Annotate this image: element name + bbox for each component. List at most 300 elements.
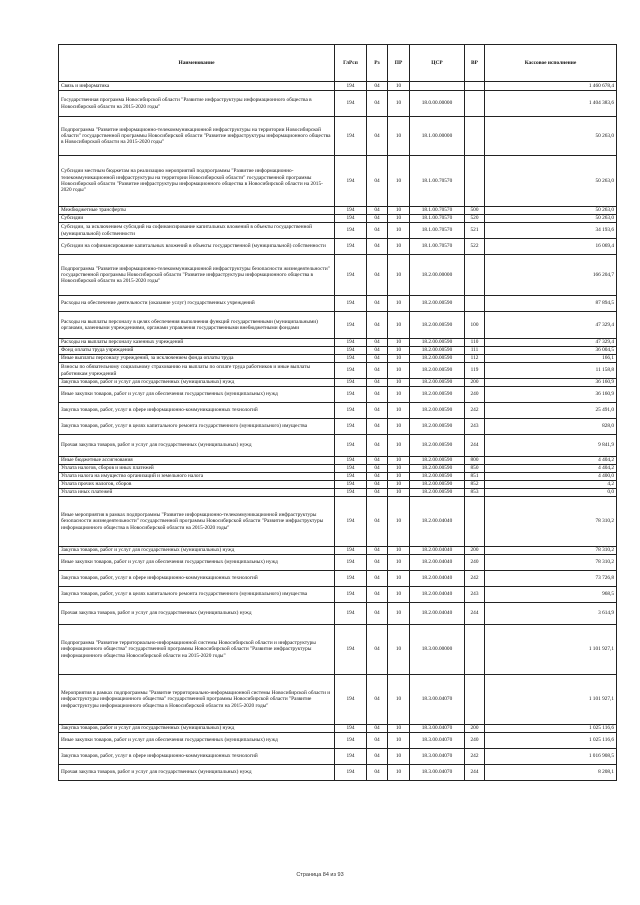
table-row <box>59 379 617 387</box>
cell-vr: 242 <box>465 403 485 419</box>
cell-pr: 10 <box>388 481 410 489</box>
cell-name: Прочая закупка товаров, работ и услуг для государственных (муниципальных) нужд <box>59 435 335 457</box>
cell-sum: 50 263,0 <box>485 156 617 207</box>
cell-vr <box>465 675 485 725</box>
table-row <box>59 419 617 435</box>
cell-vr: 851 <box>465 473 485 481</box>
cell-name: Уплата налогов, сборов и иных платежей <box>59 465 335 473</box>
cell-sum: 9 841,9 <box>485 435 617 457</box>
cell-csr: 18.2.00.04040 <box>410 603 465 625</box>
cell-pr: 10 <box>388 489 410 497</box>
cell-csr: 18.2.00.04040 <box>410 571 465 587</box>
cell-vr <box>465 82 485 91</box>
cell-pr: 10 <box>388 223 410 239</box>
cell-csr: 18.1.00.70570 <box>410 207 465 215</box>
cell-rz: 04 <box>367 571 388 587</box>
cell-grp: 194 <box>335 749 367 765</box>
cell-grp: 194 <box>335 82 367 91</box>
cell-vr: 119 <box>465 363 485 379</box>
table-body <box>59 82 617 781</box>
cell-name: Расходы на выплаты персоналу казенных учреждений <box>59 339 335 347</box>
header-sum: Кассовое исполнение <box>485 45 617 82</box>
cell-sum: 73 726,8 <box>485 571 617 587</box>
cell-rz: 04 <box>367 347 388 355</box>
table-row <box>59 91 617 117</box>
cell-rz: 04 <box>367 435 388 457</box>
cell-rz: 04 <box>367 765 388 781</box>
cell-rz: 04 <box>367 117 388 156</box>
cell-csr: 18.2.00.00590 <box>410 489 465 497</box>
cell-rz: 04 <box>367 587 388 603</box>
cell-grp: 194 <box>335 117 367 156</box>
cell-pr: 10 <box>388 457 410 465</box>
cell-rz: 04 <box>367 82 388 91</box>
cell-sum: 3 614,9 <box>485 603 617 625</box>
cell-rz: 04 <box>367 547 388 555</box>
cell-csr: 18.2.00.00590 <box>410 355 465 363</box>
cell-rz: 04 <box>367 675 388 725</box>
cell-csr: 18.2.00.00590 <box>410 435 465 457</box>
cell-vr <box>465 625 485 675</box>
cell-pr: 10 <box>388 312 410 339</box>
cell-pr: 10 <box>388 419 410 435</box>
cell-vr <box>465 117 485 156</box>
cell-csr: 18.1.00.00000 <box>410 117 465 156</box>
cell-name: Субсидии <box>59 215 335 223</box>
cell-csr: 18.2.00.00000 <box>410 255 465 296</box>
cell-csr: 18.2.00.00590 <box>410 481 465 489</box>
cell-pr: 10 <box>388 733 410 749</box>
cell-rz: 04 <box>367 223 388 239</box>
cell-pr: 10 <box>388 675 410 725</box>
cell-grp: 194 <box>335 571 367 587</box>
cell-sum: 50 263,0 <box>485 215 617 223</box>
cell-name: Субсидии на софинансирование капитальных вложений в объекты государственной (муниципальной) собственности <box>59 239 335 255</box>
table-row <box>59 312 617 339</box>
cell-vr: 243 <box>465 587 485 603</box>
cell-pr: 10 <box>388 215 410 223</box>
cell-sum: 8 208,1 <box>485 765 617 781</box>
table-row <box>59 571 617 587</box>
cell-grp: 194 <box>335 355 367 363</box>
cell-sum: 34 193,6 <box>485 223 617 239</box>
cell-name: Прочая закупка товаров, работ и услуг для государственных (муниципальных) нужд <box>59 765 335 781</box>
cell-rz: 04 <box>367 339 388 347</box>
cell-vr: 244 <box>465 765 485 781</box>
cell-grp: 194 <box>335 733 367 749</box>
cell-vr: 244 <box>465 603 485 625</box>
cell-csr: 18.3.00.04070 <box>410 749 465 765</box>
cell-pr: 10 <box>388 547 410 555</box>
cell-csr: 18.3.00.00000 <box>410 625 465 675</box>
cell-grp: 194 <box>335 555 367 571</box>
cell-name: Взносы по обязательному социальному страхованию на выплаты по оплате труда работников и иные выплаты работникам учреждений <box>59 363 335 379</box>
cell-name: Иные выплаты персоналу учреждений, за исключением фонда оплаты труда <box>59 355 335 363</box>
cell-sum: 50 263,0 <box>485 117 617 156</box>
cell-csr: 18.2.00.00590 <box>410 403 465 419</box>
cell-grp: 194 <box>335 473 367 481</box>
cell-grp: 194 <box>335 207 367 215</box>
cell-vr: 521 <box>465 223 485 239</box>
cell-pr: 10 <box>388 82 410 91</box>
cell-vr: 240 <box>465 733 485 749</box>
cell-name: Расходы на обеспечение деятельности (оказание услуг) государственных учреждений <box>59 296 335 312</box>
cell-sum: 828,0 <box>485 419 617 435</box>
cell-csr: 18.3.00.04070 <box>410 675 465 725</box>
table-row <box>59 347 617 355</box>
table-row <box>59 223 617 239</box>
cell-grp: 194 <box>335 387 367 403</box>
cell-name: Закупка товаров, работ, услуг в сфере информационно-коммуникационных технологий <box>59 749 335 765</box>
header-name: Наименование <box>59 45 335 82</box>
cell-rz: 04 <box>367 497 388 547</box>
table-row <box>59 465 617 473</box>
cell-grp: 194 <box>335 91 367 117</box>
cell-vr <box>465 497 485 547</box>
cell-grp: 194 <box>335 435 367 457</box>
cell-csr: 18.2.00.00590 <box>410 347 465 355</box>
cell-vr: 100 <box>465 312 485 339</box>
cell-grp: 194 <box>335 765 367 781</box>
cell-name: Мероприятия в рамках подпрограммы "Развитие территориально-информационной системы Новосибирской области и инфраструктуры информационного общества" государственной программы Новосибирской области "Развитие инфраструктуры информационного общества в Новосибирской области на 2015-2020 годы" <box>59 675 335 725</box>
cell-csr: 18.2.00.00590 <box>410 457 465 465</box>
cell-grp: 194 <box>335 489 367 497</box>
cell-rz: 04 <box>367 419 388 435</box>
cell-vr <box>465 156 485 207</box>
table-row <box>59 355 617 363</box>
cell-grp: 194 <box>335 547 367 555</box>
cell-grp: 194 <box>335 497 367 547</box>
cell-grp: 194 <box>335 339 367 347</box>
cell-csr: 18.1.00.70570 <box>410 215 465 223</box>
cell-csr: 18.1.00.70570 <box>410 223 465 239</box>
cell-csr: 18.2.00.00590 <box>410 465 465 473</box>
cell-grp: 194 <box>335 419 367 435</box>
table-row <box>59 555 617 571</box>
table-row <box>59 207 617 215</box>
cell-pr: 10 <box>388 207 410 215</box>
cell-name: Закупка товаров, работ, услуг в сфере информационно-коммуникационных технологий <box>59 403 335 419</box>
header-rz: Рз <box>367 45 388 82</box>
cell-vr: 852 <box>465 481 485 489</box>
table-row <box>59 603 617 625</box>
cell-csr: 18.2.00.04040 <box>410 555 465 571</box>
cell-pr: 10 <box>388 603 410 625</box>
cell-pr: 10 <box>388 473 410 481</box>
header-pr: ПР <box>388 45 410 82</box>
cell-sum: 166,1 <box>485 355 617 363</box>
table-row <box>59 765 617 781</box>
cell-pr: 10 <box>388 465 410 473</box>
cell-grp: 194 <box>335 603 367 625</box>
cell-csr: 18.0.00.00000 <box>410 91 465 117</box>
cell-grp: 194 <box>335 379 367 387</box>
cell-csr: 18.3.00.04070 <box>410 725 465 733</box>
cell-vr: 200 <box>465 725 485 733</box>
cell-rz: 04 <box>367 215 388 223</box>
table-row <box>59 403 617 419</box>
table-row <box>59 363 617 379</box>
cell-vr: 200 <box>465 547 485 555</box>
table-row <box>59 473 617 481</box>
cell-grp: 194 <box>335 481 367 489</box>
cell-name: Закупка товаров, работ и услуг для государственных (муниципальных) нужд <box>59 725 335 733</box>
cell-grp: 194 <box>335 363 367 379</box>
cell-rz: 04 <box>367 625 388 675</box>
table-row <box>59 239 617 255</box>
cell-name: Фонд оплаты труда учреждений <box>59 347 335 355</box>
cell-sum: 1 025 116,6 <box>485 725 617 733</box>
cell-rz: 04 <box>367 457 388 465</box>
cell-vr: 112 <box>465 355 485 363</box>
cell-rz: 04 <box>367 296 388 312</box>
cell-rz: 04 <box>367 207 388 215</box>
cell-csr: 18.2.00.00590 <box>410 473 465 481</box>
cell-pr: 10 <box>388 379 410 387</box>
budget-table <box>58 44 617 781</box>
cell-name: Государственная программа Новосибирской области "Развитие инфраструктуры информационного общества в Новосибирской области на 2015-2020 годы" <box>59 91 335 117</box>
table-row <box>59 82 617 91</box>
cell-pr: 10 <box>388 347 410 355</box>
cell-csr: 18.2.00.00590 <box>410 363 465 379</box>
cell-name: Иные закупки товаров, работ и услуг для обеспечения государственных (муниципальных) нужд <box>59 555 335 571</box>
cell-grp: 194 <box>335 403 367 419</box>
cell-vr <box>465 296 485 312</box>
cell-name: Уплата иных платежей <box>59 489 335 497</box>
cell-pr: 10 <box>388 625 410 675</box>
table-row <box>59 481 617 489</box>
cell-sum: 50 263,0 <box>485 207 617 215</box>
cell-sum: 25 491,0 <box>485 403 617 419</box>
cell-rz: 04 <box>367 725 388 733</box>
cell-name: Закупка товаров, работ и услуг для государственных (муниципальных) нужд <box>59 379 335 387</box>
cell-vr <box>465 91 485 117</box>
cell-sum: 1 101 927,1 <box>485 625 617 675</box>
cell-pr: 10 <box>388 363 410 379</box>
cell-name: Подпрограмма "Развитие информационно-телекоммуникационной инфраструктуры на территории Новосибирской области" государственной программы Новосибирской области "Развитие инфраструктуры информационного общества в Новосибирской области на 2015-2020 годы" <box>59 117 335 156</box>
cell-grp: 194 <box>335 312 367 339</box>
cell-grp: 194 <box>335 223 367 239</box>
cell-pr: 10 <box>388 765 410 781</box>
cell-vr: 111 <box>465 347 485 355</box>
cell-name: Иные закупки товаров, работ и услуг для обеспечения государственных (муниципальных) нужд <box>59 733 335 749</box>
cell-vr: 242 <box>465 749 485 765</box>
cell-grp: 194 <box>335 255 367 296</box>
cell-pr: 10 <box>388 435 410 457</box>
cell-pr: 10 <box>388 749 410 765</box>
table-row <box>59 117 617 156</box>
cell-sum: 78 310,2 <box>485 555 617 571</box>
table-row <box>59 296 617 312</box>
table-row <box>59 215 617 223</box>
table-row <box>59 339 617 347</box>
cell-sum: 1 025 116,6 <box>485 733 617 749</box>
cell-sum: 47 329,4 <box>485 312 617 339</box>
table-row <box>59 255 617 296</box>
cell-pr: 10 <box>388 555 410 571</box>
cell-csr: 18.2.00.04040 <box>410 587 465 603</box>
cell-csr: 18.3.00.04070 <box>410 733 465 749</box>
cell-csr: 18.2.00.00590 <box>410 419 465 435</box>
cell-grp: 194 <box>335 587 367 603</box>
cell-sum: 16 069,4 <box>485 239 617 255</box>
table-row <box>59 625 617 675</box>
cell-csr: 18.2.00.04040 <box>410 497 465 547</box>
table-row <box>59 733 617 749</box>
cell-csr: 18.2.00.04040 <box>410 547 465 555</box>
cell-sum: 0,0 <box>485 489 617 497</box>
cell-grp: 194 <box>335 239 367 255</box>
cell-vr: 800 <box>465 457 485 465</box>
cell-vr: 853 <box>465 489 485 497</box>
cell-name: Расходы на выплаты персоналу в целях обеспечения выполнения функций государственными (муниципальными) органами, казенными учреждениями, органами управления государственными внебюджетными фондами <box>59 312 335 339</box>
cell-grp: 194 <box>335 465 367 473</box>
cell-pr: 10 <box>388 571 410 587</box>
cell-rz: 04 <box>367 312 388 339</box>
cell-name: Закупка товаров, работ, услуг в целях капитального ремонта государственного (муниципального) имущества <box>59 419 335 435</box>
cell-grp: 194 <box>335 457 367 465</box>
cell-sum: 78 310,2 <box>485 497 617 547</box>
cell-sum: 968,5 <box>485 587 617 603</box>
table-row <box>59 435 617 457</box>
cell-rz: 04 <box>367 156 388 207</box>
header-grp: ГлРсп <box>335 45 367 82</box>
cell-pr: 10 <box>388 387 410 403</box>
cell-pr: 10 <box>388 497 410 547</box>
cell-vr: 242 <box>465 571 485 587</box>
cell-pr: 10 <box>388 255 410 296</box>
cell-sum: 1 016 908,5 <box>485 749 617 765</box>
cell-rz: 04 <box>367 489 388 497</box>
cell-pr: 10 <box>388 91 410 117</box>
cell-csr: 18.1.00.70570 <box>410 156 465 207</box>
cell-csr: 18.3.00.04070 <box>410 765 465 781</box>
page-number: Страница 84 из 93 <box>296 872 344 878</box>
cell-csr <box>410 82 465 91</box>
cell-name: Закупка товаров, работ, услуг в сфере информационно-коммуникационных технологий <box>59 571 335 587</box>
table-header-row <box>59 45 617 82</box>
cell-grp: 194 <box>335 156 367 207</box>
cell-sum: 4,2 <box>485 481 617 489</box>
table-row <box>59 547 617 555</box>
cell-pr: 10 <box>388 296 410 312</box>
table-row <box>59 387 617 403</box>
cell-name: Подпрограмма "Развитие территориально-информационной системы Новосибирской области и инфраструктуры информационного общества" государственной программы Новосибирской области "Развитие инфраструктуры информационного общества Новосибирской области на 2015-2020 годы" <box>59 625 335 675</box>
cell-sum: 36 160,9 <box>485 379 617 387</box>
cell-vr: 500 <box>465 207 485 215</box>
cell-pr: 10 <box>388 355 410 363</box>
cell-rz: 04 <box>367 603 388 625</box>
cell-pr: 10 <box>388 339 410 347</box>
cell-rz: 04 <box>367 481 388 489</box>
cell-vr: 850 <box>465 465 485 473</box>
cell-vr: 110 <box>465 339 485 347</box>
cell-sum: 4 404,2 <box>485 465 617 473</box>
cell-vr: 240 <box>465 555 485 571</box>
cell-name: Подпрограмма "Развитие информационно-телекоммуникационной инфраструктуры безопасности жизнедеятельности" государственной программы Новосибирской области "Развитие инфраструктуры информационного общества в Новосибирской области на 2015-2020 годы" <box>59 255 335 296</box>
cell-name: Уплата налога на имущество организаций и земельного налога <box>59 473 335 481</box>
cell-sum: 4 400,0 <box>485 473 617 481</box>
cell-grp: 194 <box>335 215 367 223</box>
cell-rz: 04 <box>367 239 388 255</box>
cell-rz: 04 <box>367 387 388 403</box>
cell-rz: 04 <box>367 379 388 387</box>
cell-grp: 194 <box>335 725 367 733</box>
cell-sum: 1 101 927,1 <box>485 675 617 725</box>
cell-pr: 10 <box>388 239 410 255</box>
cell-grp: 194 <box>335 625 367 675</box>
table-row <box>59 156 617 207</box>
cell-rz: 04 <box>367 363 388 379</box>
cell-name: Уплата прочих налогов, сборов <box>59 481 335 489</box>
header-csr: ЦСР <box>410 45 465 82</box>
cell-name: Иные бюджетные ассигнования <box>59 457 335 465</box>
cell-vr: 520 <box>465 215 485 223</box>
cell-vr <box>465 255 485 296</box>
cell-pr: 10 <box>388 403 410 419</box>
cell-sum: 47 329,4 <box>485 339 617 347</box>
cell-csr: 18.1.00.70570 <box>410 239 465 255</box>
cell-name: Субсидии, за исключением субсидий на софинансирование капитальных вложений в объекты государственной (муниципальной) собственности <box>59 223 335 239</box>
cell-rz: 04 <box>367 555 388 571</box>
cell-name: Межбюджетные трансферты <box>59 207 335 215</box>
cell-name: Закупка товаров, работ, услуг в целях капитального ремонта государственного (муниципального) имущества <box>59 587 335 603</box>
cell-sum: 1 404 383,6 <box>485 91 617 117</box>
cell-name: Иные мероприятия в рамках подпрограммы "Развитие информационно-телекоммуникационной инфраструктуры безопасности жизнедеятельности" государственной программы Новосибирской области "Развитие инфраструктуры информационного общества в Новосибирской области на 2015-2020 годы" <box>59 497 335 547</box>
cell-vr: 522 <box>465 239 485 255</box>
table-row <box>59 749 617 765</box>
cell-grp: 194 <box>335 675 367 725</box>
cell-rz: 04 <box>367 749 388 765</box>
cell-sum: 78 310,2 <box>485 547 617 555</box>
cell-sum: 87 894,5 <box>485 296 617 312</box>
cell-name: Субсидии местным бюджетам на реализацию мероприятий подпрограммы "Развитие информационно-телекоммуникационной инфраструктуры на территории Новосибирской области" государственной программы Новосибирской области "Развитие инфраструктуры информационного общества в Новосибирской области на 2015-2020 годы" <box>59 156 335 207</box>
cell-vr: 240 <box>465 387 485 403</box>
cell-csr: 18.2.00.00590 <box>410 387 465 403</box>
cell-sum: 11 158,8 <box>485 363 617 379</box>
cell-sum: 1 460 678,4 <box>485 82 617 91</box>
cell-csr: 18.2.00.00590 <box>410 339 465 347</box>
cell-csr: 18.2.00.00590 <box>410 379 465 387</box>
cell-rz: 04 <box>367 465 388 473</box>
table-row <box>59 497 617 547</box>
cell-pr: 10 <box>388 725 410 733</box>
cell-csr: 18.2.00.00590 <box>410 312 465 339</box>
cell-rz: 04 <box>367 255 388 296</box>
table-row <box>59 489 617 497</box>
cell-csr: 18.2.00.00590 <box>410 296 465 312</box>
cell-name: Закупка товаров, работ и услуг для государственных (муниципальных) нужд <box>59 547 335 555</box>
cell-rz: 04 <box>367 355 388 363</box>
cell-vr: 244 <box>465 435 485 457</box>
table-row <box>59 725 617 733</box>
table-row <box>59 457 617 465</box>
cell-vr: 243 <box>465 419 485 435</box>
cell-sum: 36 160,9 <box>485 387 617 403</box>
cell-name: Прочая закупка товаров, работ и услуг для государственных (муниципальных) нужд <box>59 603 335 625</box>
cell-rz: 04 <box>367 91 388 117</box>
cell-sum: 36 004,5 <box>485 347 617 355</box>
cell-rz: 04 <box>367 473 388 481</box>
cell-rz: 04 <box>367 733 388 749</box>
cell-vr: 200 <box>465 379 485 387</box>
cell-sum: 4 404,2 <box>485 457 617 465</box>
table-row <box>59 675 617 725</box>
cell-sum: 166 204,7 <box>485 255 617 296</box>
header-vr: ВР <box>465 45 485 82</box>
cell-grp: 194 <box>335 296 367 312</box>
cell-pr: 10 <box>388 117 410 156</box>
